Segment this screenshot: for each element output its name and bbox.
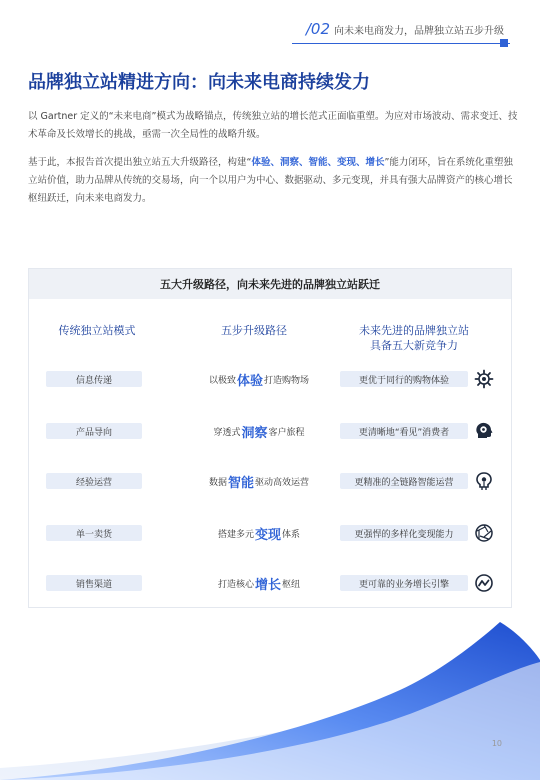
upgrade-pre: 穿透式 — [213, 427, 241, 438]
upgrade-keyword: 变现 — [254, 527, 281, 543]
strategy-text-before: 基于此，本报告首次提出独立站五大升级路径，构建“ — [28, 157, 252, 168]
path-row — [29, 575, 513, 597]
path-row — [29, 423, 513, 445]
ai-brain-icon — [474, 471, 494, 491]
future-pill: 更强悍的多样化变现能力 — [340, 525, 468, 541]
strategy-text-after: ”能力闭环，旨在系统化重塑独立站价值，助力品牌从传统的交易场，向一个以用户为中心、数据驱动、多元变现，并具有强大品牌资产的核心增长枢纽跃迁，向未来电商发力。 — [28, 157, 513, 204]
traditional-pill: 单一卖货 — [46, 525, 142, 541]
upgrade-post: 枢纽 — [282, 579, 301, 590]
section-header — [306, 20, 504, 38]
future-pill: 更优于同行的购物体验 — [340, 371, 468, 387]
decorative-wave — [0, 600, 540, 780]
growth-wave-icon — [474, 573, 494, 593]
gear-icon — [474, 369, 494, 389]
aperture-icon — [474, 523, 494, 543]
col-head-future — [329, 323, 499, 353]
traditional-pill: 销售渠道 — [46, 575, 142, 591]
section-number: /02 — [305, 20, 330, 38]
upgrade-keyword: 体验 — [236, 373, 263, 389]
page-title: 品牌独立站精进方向：向未来电商持续发力 — [28, 72, 370, 93]
upgrade-text — [179, 525, 339, 541]
future-pill: 更精准的全链路智能运营 — [340, 473, 468, 489]
upgrade-post: 客户旅程 — [268, 427, 305, 438]
upgrade-post: 打造购物场 — [264, 375, 310, 386]
upgrade-pre: 数据 — [208, 477, 227, 488]
upgrade-pre: 以极致 — [208, 375, 236, 386]
upgrade-text — [179, 473, 339, 489]
header-rule — [292, 43, 510, 44]
head-eye-icon — [474, 421, 494, 441]
upgrade-keyword: 洞察 — [241, 425, 268, 441]
col-head-future-line2: 具备五大新竞争力 — [370, 339, 458, 352]
upgrade-path-panel — [28, 268, 512, 608]
traditional-pill: 信息传递 — [46, 371, 142, 387]
upgrade-text — [179, 371, 339, 387]
strategy-paragraph — [28, 154, 518, 208]
page-number: 10 — [491, 739, 502, 748]
upgrade-pre: 搭建多元 — [217, 529, 254, 540]
col-head-traditional: 传统独立站模式 — [58, 324, 136, 337]
path-row — [29, 473, 513, 495]
path-row — [29, 525, 513, 547]
section-title: 向未来电商发力，品牌独立站五步升级 — [334, 26, 504, 37]
traditional-pill: 产品导向 — [46, 423, 142, 439]
path-row — [29, 371, 513, 393]
col-head-future-line1: 未来先进的品牌独立站 — [359, 324, 469, 337]
upgrade-post: 体系 — [282, 529, 301, 540]
future-pill: 更可靠的业务增长引擎 — [340, 575, 468, 591]
upgrade-text — [179, 575, 339, 591]
traditional-pill: 经验运营 — [46, 473, 142, 489]
upgrade-keyword: 增长 — [254, 577, 281, 593]
col-head-upgrade: 五步升级路径 — [221, 324, 287, 337]
upgrade-text — [179, 423, 339, 439]
upgrade-keyword: 智能 — [227, 475, 254, 491]
upgrade-pre: 打造核心 — [217, 579, 254, 590]
upgrade-post: 驱动高效运营 — [255, 477, 310, 488]
intro-paragraph: 以 Gartner 定义的“未来电商”模式为战略锚点，传统独立站的增长范式正面临重塑。为应对市场波动、需求变迁、技术革命及长效增长的挑战，亟需一次全局性的战略升级。 — [28, 111, 518, 140]
future-pill: 更清晰地“看见”消费者 — [340, 423, 468, 439]
strategy-highlight: 体验、洞察、智能、变现、增长 — [251, 157, 385, 168]
panel-heading: 五大升级路径，向未来先进的品牌独立站跃迁 — [29, 269, 511, 299]
header-square-marker — [500, 39, 508, 47]
